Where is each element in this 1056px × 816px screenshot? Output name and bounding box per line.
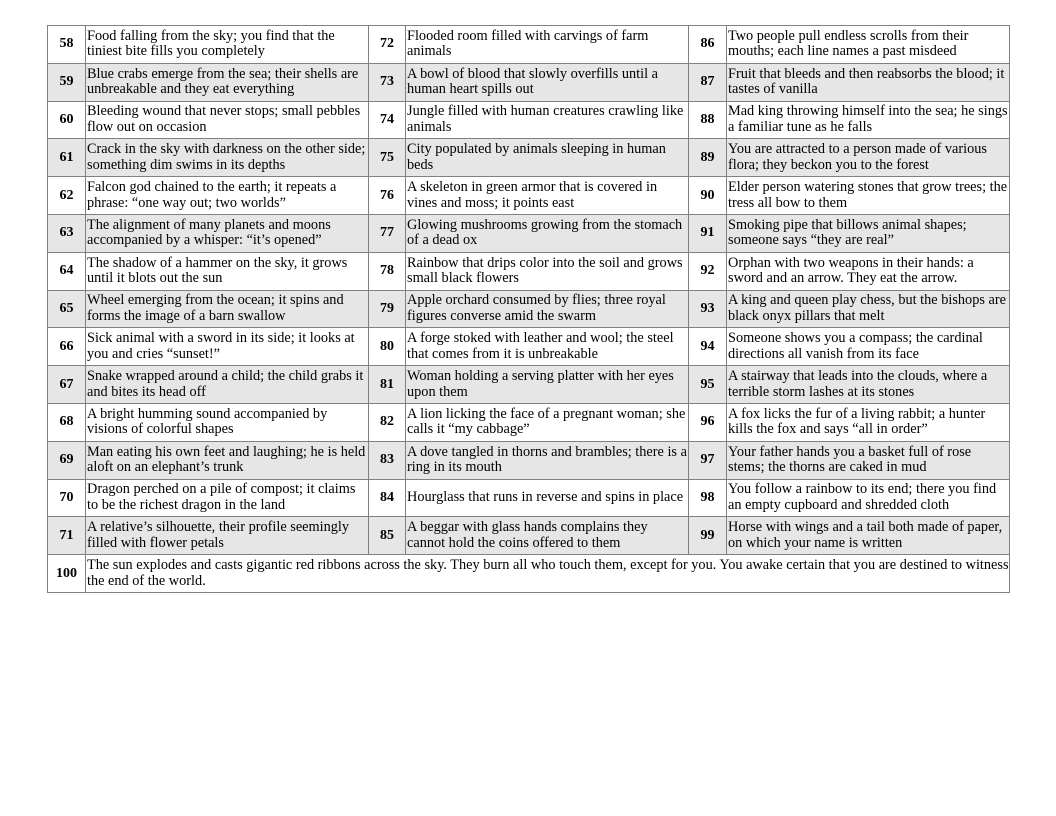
table-row	[48, 328, 1010, 366]
table-row	[48, 252, 1010, 290]
table-row	[48, 63, 1010, 101]
entry-number: 78	[369, 252, 406, 290]
entry-description: Orphan with two weapons in their hands: a sword and an arrow. They eat the arrow.	[727, 252, 1010, 290]
entry-number: 93	[689, 290, 727, 328]
entry-number: 84	[369, 479, 406, 517]
entry-description: You follow a rainbow to its end; there you find an empty cupboard and shredded cloth	[727, 479, 1010, 517]
table-row	[48, 517, 1010, 555]
entry-description: Hourglass that runs in reverse and spins in place	[406, 479, 689, 517]
table-body	[48, 26, 1010, 593]
entry-number: 71	[48, 517, 86, 555]
table-row	[48, 101, 1010, 139]
entry-description: Blue crabs emerge from the sea; their shells are unbreakable and they eat everything	[86, 63, 369, 101]
entry-description: Food falling from the sky; you find that the tiniest bite fills you completely	[86, 26, 369, 64]
entry-number: 98	[689, 479, 727, 517]
entry-number: 67	[48, 366, 86, 404]
entry-number: 64	[48, 252, 86, 290]
table-row	[48, 290, 1010, 328]
entry-description: A skeleton in green armor that is covered in vines and moss; it points east	[406, 177, 689, 215]
entry-description: Bleeding wound that never stops; small pebbles flow out on occasion	[86, 101, 369, 139]
entry-number: 66	[48, 328, 86, 366]
final-entry-description: The sun explodes and casts gigantic red ribbons across the sky. They burn all who touch them, except for you. You awake certain that you are destined to witness the end of the world.	[86, 555, 1010, 593]
entry-description: Crack in the sky with darkness on the other side; something dim swims in its depths	[86, 139, 369, 177]
entry-number: 75	[369, 139, 406, 177]
table-row	[48, 214, 1010, 252]
entry-description: Wheel emerging from the ocean; it spins and forms the image of a barn swallow	[86, 290, 369, 328]
entry-description: The alignment of many planets and moons accompanied by a whisper: “it’s opened”	[86, 214, 369, 252]
entry-number: 97	[689, 441, 727, 479]
entry-description: Woman holding a serving platter with her eyes upon them	[406, 366, 689, 404]
entry-description: Rainbow that drips color into the soil and grows small black flowers	[406, 252, 689, 290]
entry-number: 60	[48, 101, 86, 139]
table-row	[48, 441, 1010, 479]
entry-description: Apple orchard consumed by flies; three royal figures converse amid the swarm	[406, 290, 689, 328]
entry-description: Jungle filled with human creatures crawling like animals	[406, 101, 689, 139]
entry-description: Your father hands you a basket full of rose stems; the thorns are caked in mud	[727, 441, 1010, 479]
entry-number: 81	[369, 366, 406, 404]
entry-description: Mad king throwing himself into the sea; he sings a familiar tune as he falls	[727, 101, 1010, 139]
entry-number: 80	[369, 328, 406, 366]
entry-description: A lion licking the face of a pregnant woman; she calls it “my cabbage”	[406, 403, 689, 441]
entry-number: 73	[369, 63, 406, 101]
entry-number: 65	[48, 290, 86, 328]
entry-number: 86	[689, 26, 727, 64]
table-row	[48, 366, 1010, 404]
entry-description: A stairway that leads into the clouds, where a terrible storm lashes at its stones	[727, 366, 1010, 404]
entry-description: City populated by animals sleeping in human beds	[406, 139, 689, 177]
entry-number: 59	[48, 63, 86, 101]
entry-number: 63	[48, 214, 86, 252]
entry-description: A fox licks the fur of a living rabbit; a hunter kills the fox and says “all in order”	[727, 403, 1010, 441]
entry-number: 89	[689, 139, 727, 177]
entry-number: 99	[689, 517, 727, 555]
entry-description: Fruit that bleeds and then reabsorbs the blood; it tastes of vanilla	[727, 63, 1010, 101]
entry-description: A bowl of blood that slowly overfills until a human heart spills out	[406, 63, 689, 101]
dream-table	[47, 25, 1010, 593]
table-row	[48, 177, 1010, 215]
entry-number: 69	[48, 441, 86, 479]
entry-description: A dove tangled in thorns and brambles; there is a ring in its mouth	[406, 441, 689, 479]
entry-number: 72	[369, 26, 406, 64]
entry-description: Man eating his own feet and laughing; he is held aloft on an elephant’s trunk	[86, 441, 369, 479]
entry-description: Snake wrapped around a child; the child grabs it and bites its head off	[86, 366, 369, 404]
entry-number: 76	[369, 177, 406, 215]
entry-description: A king and queen play chess, but the bishops are black onyx pillars that melt	[727, 290, 1010, 328]
entry-number: 62	[48, 177, 86, 215]
entry-description: A forge stoked with leather and wool; the steel that comes from it is unbreakable	[406, 328, 689, 366]
entry-description: A bright humming sound accompanied by visions of colorful shapes	[86, 403, 369, 441]
entry-number: 94	[689, 328, 727, 366]
entry-number: 96	[689, 403, 727, 441]
entry-description: Dragon perched on a pile of compost; it claims to be the richest dragon in the land	[86, 479, 369, 517]
entry-description: Horse with wings and a tail both made of paper, on which your name is written	[727, 517, 1010, 555]
entry-description: Someone shows you a compass; the cardinal directions all vanish from its face	[727, 328, 1010, 366]
entry-number: 70	[48, 479, 86, 517]
entry-number: 90	[689, 177, 727, 215]
entry-number: 88	[689, 101, 727, 139]
entry-number: 61	[48, 139, 86, 177]
entry-description: Glowing mushrooms growing from the stomach of a dead ox	[406, 214, 689, 252]
entry-number: 87	[689, 63, 727, 101]
entry-description: A relative’s silhouette, their profile seemingly filled with flower petals	[86, 517, 369, 555]
entry-description: Smoking pipe that billows animal shapes; someone says “they are real”	[727, 214, 1010, 252]
entry-number: 74	[369, 101, 406, 139]
entry-description: Falcon god chained to the earth; it repeats a phrase: “one way out; two worlds”	[86, 177, 369, 215]
entry-number: 77	[369, 214, 406, 252]
table-row	[48, 26, 1010, 64]
entry-number: 83	[369, 441, 406, 479]
entry-number: 82	[369, 403, 406, 441]
entry-description: Flooded room filled with carvings of farm animals	[406, 26, 689, 64]
entry-number: 58	[48, 26, 86, 64]
final-entry-number: 100	[48, 555, 86, 593]
entry-description: Two people pull endless scrolls from their mouths; each line names a past misdeed	[727, 26, 1010, 64]
entry-description: You are attracted to a person made of various flora; they beckon you to the forest	[727, 139, 1010, 177]
entry-description: Elder person watering stones that grow trees; the tress all bow to them	[727, 177, 1010, 215]
entry-description: The shadow of a hammer on the sky, it grows until it blots out the sun	[86, 252, 369, 290]
table-row	[48, 403, 1010, 441]
entry-number: 68	[48, 403, 86, 441]
entry-number: 79	[369, 290, 406, 328]
entry-description: A beggar with glass hands complains they cannot hold the coins offered to them	[406, 517, 689, 555]
entry-number: 95	[689, 366, 727, 404]
entry-number: 92	[689, 252, 727, 290]
final-row	[48, 555, 1010, 593]
entry-number: 91	[689, 214, 727, 252]
table-row	[48, 139, 1010, 177]
table-row	[48, 479, 1010, 517]
entry-number: 85	[369, 517, 406, 555]
entry-description: Sick animal with a sword in its side; it looks at you and cries “sunset!”	[86, 328, 369, 366]
